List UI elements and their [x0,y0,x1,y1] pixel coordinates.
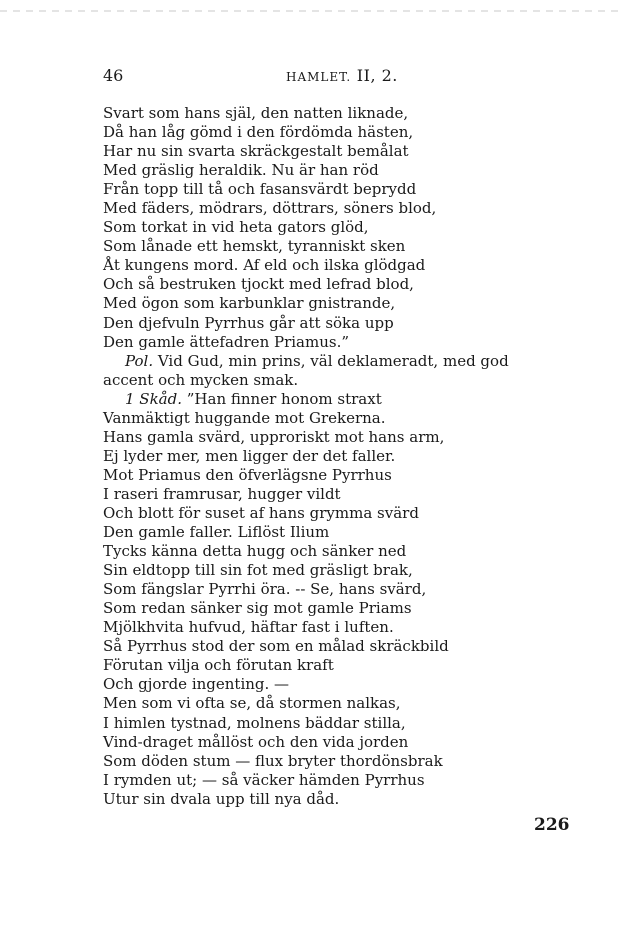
verse-line [103,637,583,656]
speaker-name: 1 Skåd. [125,389,182,408]
line-text: Med fäders, mödrars, döttrars, söners blod, [103,199,437,218]
line-text: Den gamle ättefadren Priamus.” [103,332,350,351]
line-text: Som döden stum — flux bryter thordönsbrak [103,751,443,770]
line-text: Sin eldtopp till sin fot med gräsligt brak, [103,561,413,580]
verse-line [103,104,583,123]
line-text: Som torkat in vid heta gators glöd, [103,218,369,237]
line-text: accent och mycken smak. [103,370,299,389]
verse-line [103,504,583,523]
line-text: Åt kungens mord. Af eld och ilska glödgad [103,256,426,275]
line-text: Så Pyrrhus stod der som en målad skräckbild [103,637,449,656]
verse-line [103,256,583,275]
line-text: Svart som hans själ, den natten liknade, [103,104,409,122]
verse-line [103,390,583,409]
scan-edge-artifact [0,10,624,12]
line-text: Och så bestruken tjockt med lefrad blod, [103,275,414,294]
verse-line [103,523,583,542]
verse-line [103,561,583,580]
verse-line [103,275,583,294]
page-header [0,66,624,90]
line-text: I himlen tystnad, molnens bäddar stilla, [103,713,406,732]
verse-line [103,694,583,713]
verse-line [103,371,583,390]
signature-mark: 226 [534,815,570,835]
line-text: Förutan vilja och förutan kraft [103,656,334,675]
verse-line [103,199,583,218]
line-text: Vid Gud, min prins, väl deklameradt, med god [153,351,509,370]
line-text: Vanmäktigt huggande mot Grekerna. [103,408,386,427]
speaker-name: Pol. [125,351,154,370]
verse-line [103,352,583,371]
line-text: Utur sin dvala upp till nya dåd. [103,789,340,808]
verse-line [103,218,583,237]
line-text: Som lånade ett hemskt, tyranniskt sken [103,237,406,256]
line-text: Mot Priamus den öfverlägsne Pyrrhus [103,465,392,484]
verse-line [103,142,583,161]
line-text: Och gjorde ingenting. — [103,675,290,694]
line-text: Mjölkhvita hufvud, häftar fast i luften. [103,618,394,637]
verse-line [103,409,583,428]
verse-line [103,485,583,504]
line-text: Den djefvuln Pyrrhus går att söka upp [103,313,394,332]
line-text: ”Han finner honom straxt [182,389,382,408]
verse-line [103,733,583,752]
verse-line [103,447,583,466]
verse-line [103,180,583,199]
line-text: Då han låg gömd i den fördömda hästen, [103,123,414,142]
verse-line [103,428,583,447]
line-text: Tycks känna detta hugg och sänker ned [103,542,407,561]
verse-line [103,237,583,256]
page-number: 46 [103,66,124,85]
verse-line [103,542,583,561]
verse-line [103,618,583,637]
line-text: Som redan sänker sig mot gamle Priams [103,599,412,618]
verse-line [103,580,583,599]
line-text: Hans gamla svärd, upproriskt mot hans arm, [103,427,445,446]
verse-line [103,466,583,485]
verse-line [103,790,583,809]
line-text: Har nu sin svarta skräckgestalt bemålat [103,142,409,161]
act-scene: II, 2. [356,66,398,85]
verse-line [103,599,583,618]
line-text: Vind-draget mållöst och den vida jorden [103,732,409,751]
verse-line [103,752,583,771]
line-text: Med gräslig heraldik. Nu är han röd [103,161,379,180]
line-text: Den gamle faller. Liflöst Ilium [103,523,330,542]
verse-line [103,675,583,694]
line-text: I raseri framrusar, hugger vildt [103,484,341,503]
verse-line [103,314,583,333]
verse-line [103,771,583,790]
line-text: I rymden ut; — så väcker hämden Pyrrhus [103,770,425,789]
verse-line [103,123,583,142]
verse-line [103,161,583,180]
line-text: Ej lyder mer, men ligger der det faller. [103,446,396,465]
line-text: Men som vi ofta se, då stormen nalkas, [103,694,401,713]
line-text: Och blott för suset af hans grymma svärd [103,503,419,522]
line-text: Från topp till tå och fasansvärdt beprydd [103,180,417,199]
verse-line [103,656,583,675]
verse-line [103,294,583,313]
running-head [286,66,398,85]
verse-text [103,104,583,809]
verse-line [103,714,583,733]
verse-line [103,333,583,352]
running-title: HAMLET. [286,70,352,84]
line-text: Med ögon som karbunklar gnistrande, [103,294,396,313]
line-text: Som fängslar Pyrrhi öra. -- Se, hans svärd, [103,580,427,599]
